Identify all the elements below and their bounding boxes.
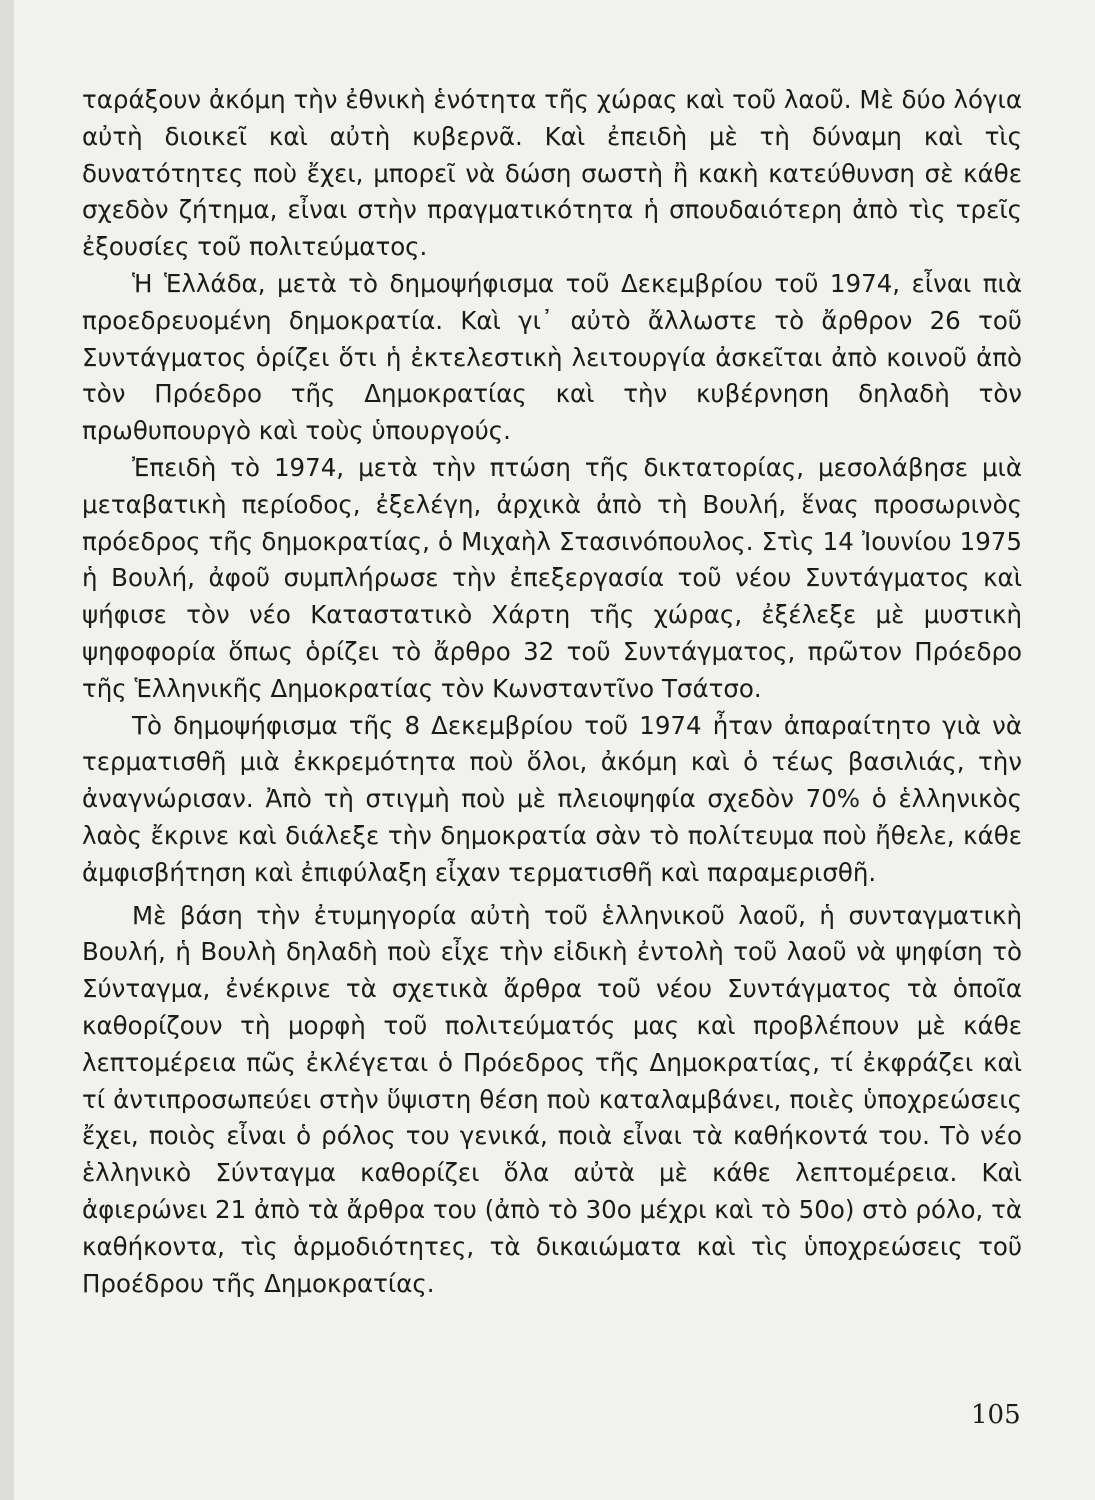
- page-number: 105: [971, 1400, 1021, 1430]
- paragraph-2: Ἡ Ἑλλάδα, μετὰ τὸ δημοψήφισμα τοῦ Δεκεμβρίου τοῦ 1974, εἶναι πιὰ προεδρευομένη δημοκρατία. Καὶ γι᾽ αὐτὸ ἄλλωστε τὸ ἄρθρον 26 τοῦ Συντάγματος ὁρίζει ὅτι ἡ ἐκτελεστικὴ λειτουργία ἀσκεῖται ἀπὸ κοινοῦ ἀπὸ τὸν Πρόεδρο τῆς Δημοκρατίας καὶ τὴν κυβέρνηση δηλαδὴ τὸν πρωθυπουργὸ καὶ τοὺς ὑπουργούς.: [82, 268, 1022, 446]
- paragraph-3: Ἐπειδὴ τὸ 1974, μετὰ τὴν πτώση τῆς δικτατορίας, μεσολάβησε μιὰ μεταβατικὴ περίοδος, ἐξελέγη, ἀρχικὰ ἀπὸ τὴ Βουλή, ἕνας προσωρινὸς πρόεδρος τῆς δημοκρατίας, ὁ Μιχαὴλ Στασινόπουλος. Στὶς 14 Ἰουνίου 1975 ἡ Βουλή, ἀφοῦ συμπλήρωσε τὴν ἐπεξεργασία τοῦ νέου Συντάγματος καὶ ψήφισε τὸν νέο Καταστατικὸ Χάρτη τῆς χώρας, ἐξέλεξε μὲ μυστικὴ ψηφοφορία ὅπως ὁρίζει τὸ ἄρθρο 32 τοῦ Συντάγματος, πρῶτον Πρόεδρο τῆς Ἑλληνικῆς Δημοκρατίας τὸν Κωνσταντῖνο Τσάτσο.: [82, 452, 1022, 703]
- paragraph-4: Τὸ δημοψήφισμα τῆς 8 Δεκεμβρίου τοῦ 1974 ἦταν ἀπαραίτητο γιὰ νὰ τερματισθῆ μιὰ ἐκκρεμότητα ποὺ ὅλοι, ἀκόμη καὶ ὁ τέως βασιλιάς, τὴν ἀναγνώρισαν. Ἀπὸ τὴ στιγμὴ ποὺ μὲ πλειοψηφία σχεδὸν 70% ὁ ἑλληνικὸς λαὸς ἔκρινε καὶ διάλεξε τὴν δημοκρατία σὰν τὸ πολίτευμα ποὺ ἤθελε, κάθε ἀμφισβήτηση καὶ ἐπιφύλαξη εἶχαν τερματισθῆ καὶ παραμερισθῆ.: [82, 710, 1022, 887]
- paragraph-1: ταράξουν ἀκόμη τὴν ἐθνικὴ ἑνότητα τῆς χώρας καὶ τοῦ λαοῦ. Μὲ δύο λόγια αὐτὴ διοικεῖ καὶ αὐτὴ κυβερνᾶ. Καὶ ἐπειδὴ μὲ τὴ δύναμη καὶ τὶς δυνατότητες ποὺ ἔχει, μπορεῖ νὰ δώση σωστὴ ἢ κακὴ κατεύθυνση σὲ κάθε σχεδὸν ζήτημα, εἶναι στὴν πραγματικότητα ἡ σπουδαιότερη ἀπὸ τὶς τρεῖς ἐξουσίες τοῦ πολιτεύματος.: [82, 85, 1022, 262]
- paragraph-5: Μὲ βάση τὴν ἐτυμηγορία αὐτὴ τοῦ ἑλληνικοῦ λαοῦ, ἡ συνταγματικὴ Βουλή, ἡ Βουλὴ δηλαδὴ ποὺ εἶχε τὴν εἰδικὴ ἐντολὴ τοῦ λαοῦ νὰ ψηφίση τὸ Σύνταγμα, ἐνέκρινε τὰ σχετικὰ ἄρθρα τοῦ νέου Συντάγματος τὰ ὁποῖα καθορίζουν τὴ μορφὴ τοῦ πολιτεύματός μας καὶ προβλέπουν μὲ κάθε λεπτομέρεια πῶς ἐκλέγεται ὁ Πρόεδρος τῆς Δημοκρατίας, τί ἐκφράζει καὶ τί ἀντιπροσωπεύει στὴν ὕψιστη θέση ποὺ καταλαμβάνει, ποιὲς ὑποχρεώσεις ἔχει, ποιὸς εἶναι ὁ ρόλος του γενικά, ποιὰ εἶναι τὰ καθήκοντά του. Τὸ νέο ἑλληνικὸ Σύνταγμα καθορίζει ὅλα αὐτὰ μὲ κάθε λεπτομέρεια. Καὶ ἀφιερώνει 21 ἀπὸ τὰ ἄρθρα του (ἀπὸ τὸ 30ο μέχρι καὶ τὸ 50ο) στὸ ρόλο, τὰ καθήκοντα, τὶς ἁρμοδιότητες, τὰ δικαιώματα καὶ τὶς ὑποχρεώσεις τοῦ Προέδρου τῆς Δημοκρατίας.: [82, 900, 1022, 1298]
- body-text: [82, 82, 1022, 1302]
